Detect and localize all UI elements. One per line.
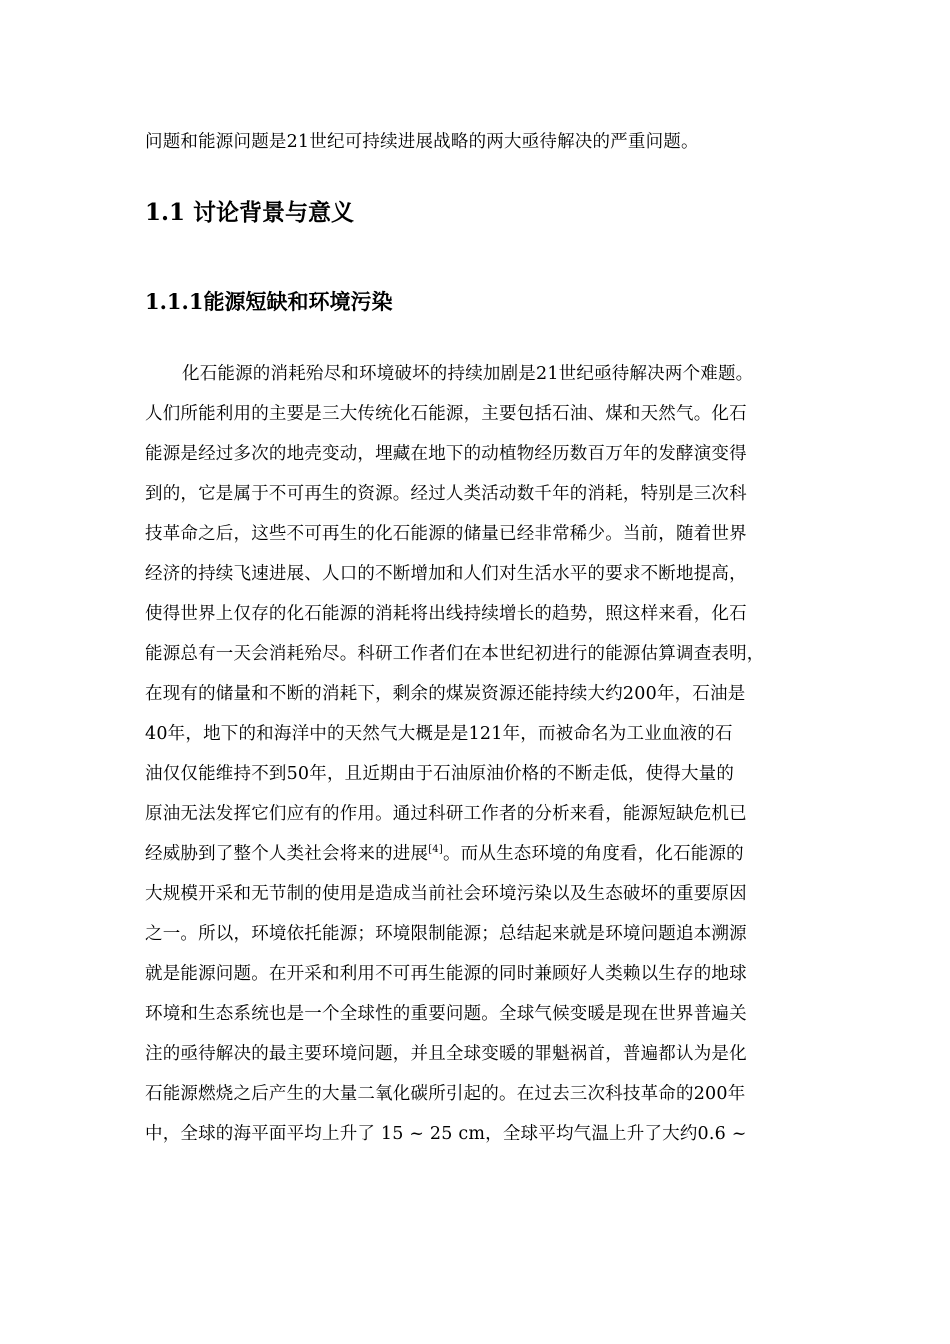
paragraph-line: 技革命之后，这些不可再生的化石能源的储量已经非常稀少。当前，随着世界	[145, 524, 747, 544]
paragraph-line-with-citation	[145, 842, 825, 866]
subsection-title: 能源短缺和环境污染	[203, 289, 393, 314]
paragraph-line: 能源是经过多次的地壳变动，埋藏在地下的动植物经历数百万年的发酵演变得	[145, 444, 747, 464]
citation-line-after: 。而从生态环境的角度看，化石能源的	[442, 844, 744, 864]
paragraph-line: 经济的持续飞速进展、人口的不断增加和人们对生活水平的要求不断地提高，	[145, 564, 747, 584]
paragraph-line: 使得世界上仅存的化石能源的消耗将出线持续增长的趋势，照这样来看，化石	[145, 604, 747, 624]
section-number: 1.1	[145, 199, 186, 226]
subsection-heading	[145, 288, 392, 316]
paragraph-line: 石能源燃烧之后产生的大量二氧化碳所引起的。在过去三次科技革命的200年	[145, 1084, 746, 1104]
paragraph-line: 能源总有一天会消耗殆尽。科研工作者们在本世纪初进行的能源估算调查表明，	[145, 644, 765, 664]
paragraph-line: 在现有的储量和不断的消耗下，剩余的煤炭资源还能持续大约200年，石油是	[145, 684, 746, 704]
paragraph-line: 之一。所以，环境依托能源；环境限制能源；总结起来就是环境问题追本溯源	[145, 924, 747, 944]
paragraph-line: 原油无法发挥它们应有的作用。通过科研工作者的分析来看，能源短缺危机已	[145, 804, 747, 824]
section-title: 讨论背景与意义	[193, 199, 355, 226]
paragraph-line: 中，全球的海平面平均上升了 15 ~ 25 cm，全球平均气温上升了大约0.6 ~	[145, 1124, 747, 1144]
section-heading	[145, 198, 354, 228]
paragraph-line: 40年，地下的和海洋中的天然气大概是是121年，而被命名为工业血液的石	[145, 724, 733, 744]
citation-mark[interactable]: [4]	[428, 844, 443, 855]
paragraph-line: 就是能源问题。在开采和利用不可再生能源的同时兼顾好人类赖以生存的地球	[145, 964, 747, 984]
intro-line: 问题和能源问题是21世纪可持续进展战略的两大亟待解决的严重问题。	[145, 132, 699, 152]
paragraph-line: 到的，它是属于不可再生的资源。经过人类活动数千年的消耗，特别是三次科	[145, 484, 747, 504]
paragraph-line: 大规模开采和无节制的使用是造成当前社会环境污染以及生态破坏的重要原因	[145, 884, 747, 904]
paragraph-line: 油仅仅能维持不到50年，且近期由于石油原油价格的不断走低，使得大量的	[145, 764, 735, 784]
paragraph-line: 化石能源的消耗殆尽和环境破坏的持续加剧是21世纪亟待解决两个难题。	[182, 364, 754, 384]
paragraph-line: 人们所能利用的主要是三大传统化石能源，主要包括石油、煤和天然气。化石	[145, 404, 747, 424]
paragraph-line: 注的亟待解决的最主要环境问题，并且全球变暖的罪魁祸首，普遍都认为是化	[145, 1044, 747, 1064]
citation-line-before: 经威胁到了整个人类社会将来的进展	[145, 844, 429, 864]
subsection-number: 1.1.1	[145, 289, 204, 314]
paragraph-line: 环境和生态系统也是一个全球性的重要问题。全球气候变暖是现在世界普遍关	[145, 1004, 747, 1024]
